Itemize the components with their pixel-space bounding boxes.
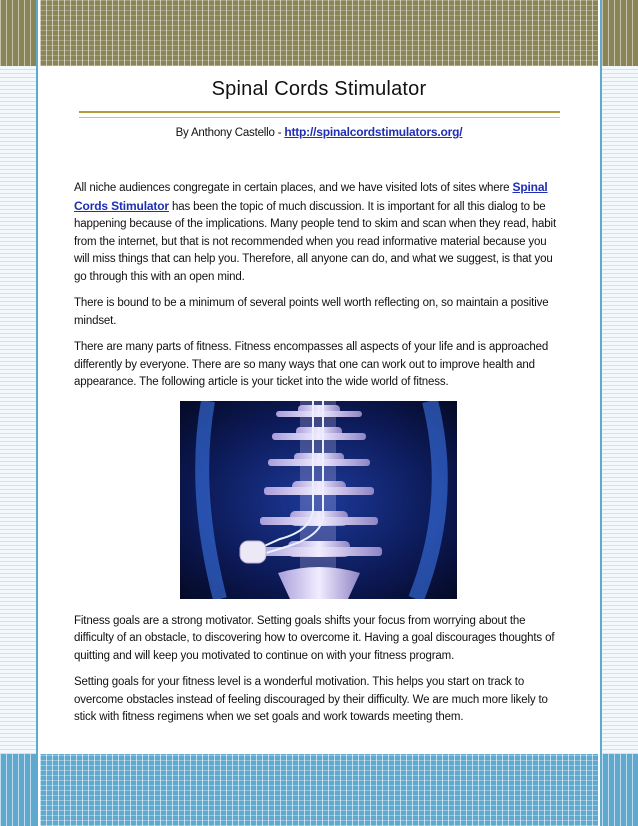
paragraph-1-lead: All niche audiences congregate in certain places, and we have visited lots of sites where <box>74 182 513 194</box>
border-top-right-corner <box>602 0 638 66</box>
paragraph-1-rest: has been the topic of much discussion. It is important for all this dialog to be happening because of the implications. Many people tend to skim and scan when they read, habit from the internet, but that is not recommended when you read informative material because you will miss things that can help you. Therefore, all anyone can do, and what we suggest, is that you go through this with an open mind. <box>74 200 556 283</box>
left-border-line <box>36 0 38 826</box>
byline-author: By Anthony Castello - <box>175 127 285 139</box>
right-border-line <box>600 0 602 826</box>
paragraph-2: There is bound to be a minimum of several points well worth reflecting on, so maintain a positive mindset. <box>74 297 549 327</box>
paragraph-4: Fitness goals are a strong motivator. Setting goals shifts your focus from worrying about the difficulty of an obstacle, to discovering how to overcome it. Having a goal discourages thoughts of quitting and will keep you motivated to continue on with your fitness program. <box>74 614 555 662</box>
title-divider <box>79 111 560 118</box>
border-bottom-right-corner <box>602 754 638 826</box>
paragraph-5: Setting goals for your fitness level is a wonderful motivation. This helps you start on track to overcome obstacles instead of feeling discouraged by their difficulty. We are much more likely to stick with fitness regimens when we set goals and work towards meeting them. <box>74 676 548 723</box>
paragraph-3: There are many parts of fitness. Fitness encompasses all aspects of your life and is approached differently by everyone. There are so many ways that one can work out to improve health and appearance. The following article is your ticket into the wide world of fitness. <box>74 341 549 388</box>
spine-stimulator-image <box>180 401 457 599</box>
byline <box>74 125 564 139</box>
decorative-right-margin <box>602 66 638 754</box>
border-bottom-left-corner <box>0 754 36 826</box>
spinal-cords-stimulator-link[interactable]: Spinal Cords Stimulator <box>74 180 548 213</box>
document-body <box>74 70 564 736</box>
decorative-top-band <box>40 0 598 66</box>
document-title: Spinal Cords Stimulator <box>211 78 427 100</box>
border-top-left-corner <box>0 0 36 66</box>
paragraph-1 <box>74 179 564 286</box>
decorative-left-margin <box>0 66 36 754</box>
byline-link[interactable]: http://spinalcordstimulators.org/ <box>284 125 463 139</box>
decorative-bottom-band <box>40 754 598 826</box>
